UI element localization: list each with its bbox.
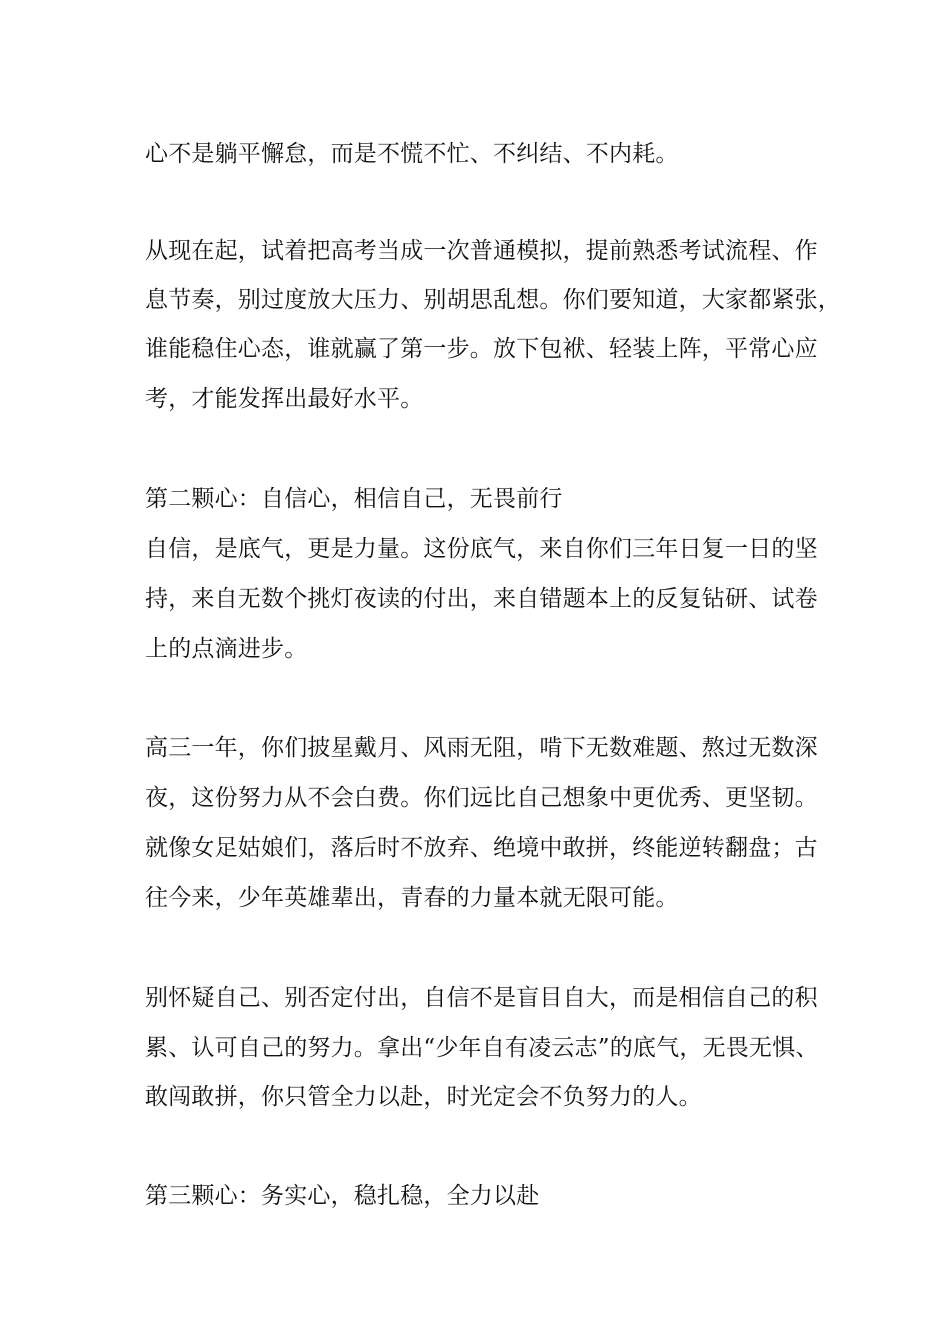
paragraph-2-line-2: 息节奏，别过度放大压力、别胡思乱想。你们要知道，大家都紧张，	[145, 287, 841, 313]
paragraph-4-line-4: 往今来，少年英雄辈出，青春的力量本就无限可能。	[145, 885, 679, 911]
paragraph-4-line-3: 就像女足姑娘们，落后时不放弃、绝境中敢拼，终能逆转翻盘；古	[145, 835, 818, 861]
paragraph-3-line-3: 上的点滴进步。	[145, 636, 308, 662]
section-heading-3: 第三颗心：务实心，稳扎稳，全力以赴	[145, 1183, 540, 1209]
paragraph-2-line-1: 从现在起，试着把高考当成一次普通模拟，提前熟悉考试流程、作	[145, 238, 818, 264]
section-heading-2: 第二颗心：自信心，相信自己，无畏前行	[145, 486, 563, 512]
paragraph-5-line-2: 累、认可自己的努力。拿出“少年自有凌云志”的底气，无畏无惧、	[145, 1035, 819, 1061]
paragraph-1-line-1: 心不是躺平懈怠，而是不慌不忙、不纠结、不内耗。	[145, 141, 679, 167]
paragraph-3-line-2: 持，来自无数个挑灯夜读的付出，来自错题本上的反复钻研、试卷	[145, 586, 818, 612]
paragraph-4-line-1: 高三一年，你们披星戴月、风雨无阻，啃下无数难题、熬过无数深	[145, 735, 818, 761]
paragraph-5-line-3: 敢闯敢拼，你只管全力以赴，时光定会不负努力的人。	[145, 1084, 702, 1110]
paragraph-2-line-3: 谁能稳住心态，谁就赢了第一步。放下包袱、轻装上阵，平常心应	[145, 336, 818, 362]
paragraph-4-line-2: 夜，这份努力从不会白费。你们远比自己想象中更优秀、更坚韧。	[145, 785, 818, 811]
paragraph-3-line-1: 自信，是底气，更是力量。这份底气，来自你们三年日复一日的坚	[145, 536, 818, 562]
paragraph-2-line-4: 考，才能发挥出最好水平。	[145, 386, 424, 412]
paragraph-5-line-1: 别怀疑自己、别否定付出，自信不是盲目自大，而是相信自己的积	[145, 985, 818, 1011]
